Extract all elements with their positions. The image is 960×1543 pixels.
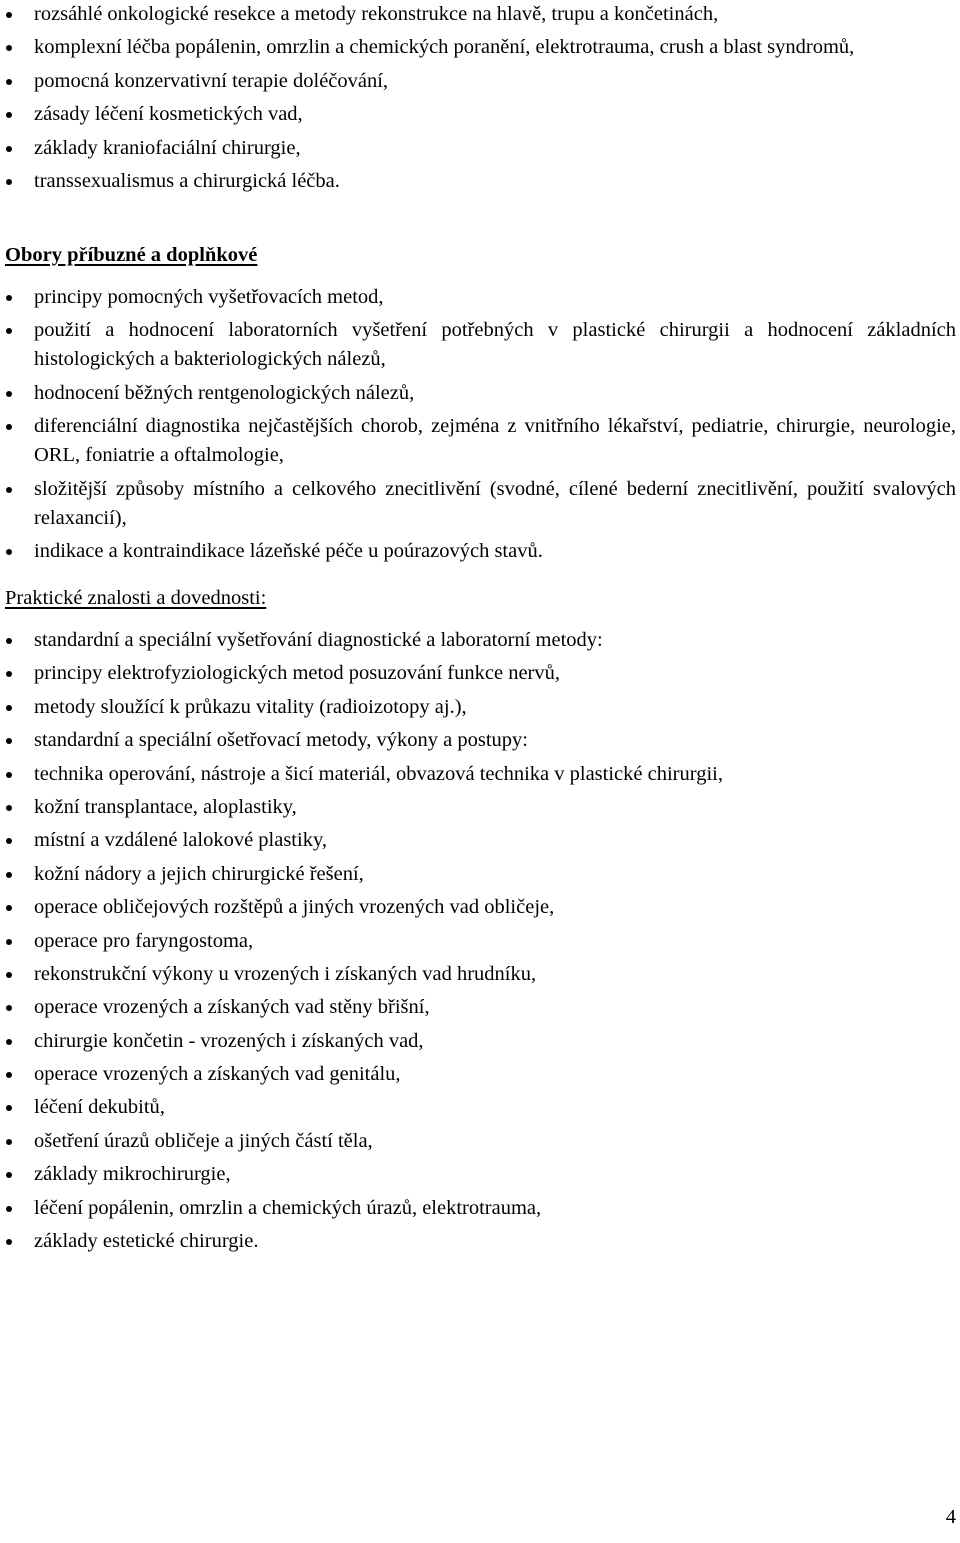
list-item xyxy=(0,1227,960,1256)
list-item-text: metody sloužící k průkazu vitality (radioizotopy aj.), xyxy=(34,695,467,718)
bullet-icon xyxy=(6,12,12,18)
bullet-icon xyxy=(6,1005,12,1011)
list-item xyxy=(0,67,960,96)
list-item-text: operace obličejových rozštěpů a jiných vrozených vad obličeje, xyxy=(34,896,555,919)
list-item-text: indikace a kontraindikace lázeňské péče u poúrazových stavů. xyxy=(34,539,543,562)
list-item xyxy=(0,379,960,408)
list-item-text: transsexualismus a chirurgická léčba. xyxy=(34,169,340,192)
list-item-text: operace vrozených a získaných vad genitálu, xyxy=(34,1063,401,1086)
list-item-text: chirurgie končetin - vrozených i získaných vad, xyxy=(34,1029,424,1052)
list-item xyxy=(0,659,960,688)
top-list-section xyxy=(0,0,960,200)
list-item-text: pomocná konzervativní terapie doléčování, xyxy=(34,69,389,92)
bullet-icon xyxy=(6,638,12,644)
section-heading-related-fields: Obory příbuzné a doplňkové xyxy=(5,244,258,266)
list-item xyxy=(0,760,960,789)
bullet-icon xyxy=(6,905,12,911)
list-item-text: standardní a speciální ošetřovací metody, výkony a postupy: xyxy=(34,729,528,752)
list-item xyxy=(0,283,960,312)
list-item-text: základy estetické chirurgie. xyxy=(34,1230,259,1253)
list-item-text: standardní a speciální vyšetřování diagnostické a laboratorní metody: xyxy=(34,629,603,651)
list-item-text: ošetření úrazů obličeje a jiných částí těla, xyxy=(34,1129,373,1152)
list-item-text: kožní transplantace, aloplastiky, xyxy=(34,795,297,818)
list-item-text: rozsáhlé onkologické resekce a metody rekonstrukce na hlavě, trupu a končetinách, xyxy=(34,3,719,25)
bullet-icon xyxy=(6,738,12,744)
list-item-text: základy mikrochirurgie, xyxy=(34,1163,231,1186)
list-item-text: principy pomocných vyšetřovacích metod, xyxy=(34,286,384,308)
bullet-icon xyxy=(6,328,12,334)
list-item-text: základy kraniofaciální chirurgie, xyxy=(34,136,301,159)
bullet-icon xyxy=(6,939,12,945)
list-item xyxy=(0,0,960,29)
list-item xyxy=(0,993,960,1022)
list-item xyxy=(0,412,960,470)
list-item xyxy=(0,893,960,922)
list-item-text: hodnocení běžných rentgenologických nálezů, xyxy=(34,381,415,404)
related-fields-list xyxy=(0,283,960,566)
list-item-text: principy elektrofyziologických metod posuzování funkce nervů, xyxy=(34,662,561,685)
bullet-icon xyxy=(6,45,12,51)
list-item xyxy=(0,726,960,755)
bullet-icon xyxy=(6,112,12,118)
list-item-text: použití a hodnocení laboratorních vyšetření potřebných v plastické chirurgii a hodnocení základních histologických a bakteriologických nálezů, xyxy=(34,319,956,371)
list-item-text: zásady léčení kosmetických vad, xyxy=(34,103,303,126)
bullet-icon xyxy=(6,79,12,85)
bullet-icon xyxy=(6,972,12,978)
bullet-icon xyxy=(6,295,12,301)
bullet-icon xyxy=(6,1239,12,1245)
list-item-text: kožní nádory a jejich chirurgické řešení, xyxy=(34,862,364,885)
list-item-text: diferenciální diagnostika nejčastějších chorob, zejména z vnitřního lékařství, pediatrie, chirurgie, neurologie, ORL, foniatrie a oftalmologie, xyxy=(34,415,956,467)
list-item-text: složitější způsoby místního a celkového znecitlivění (svodné, cílené bederní znecitlivění, použití svalových relaxancií), xyxy=(34,477,956,529)
list-item-text: rekonstrukční výkony u vrozených i získaných vad hrudníku, xyxy=(34,962,537,985)
bullet-icon xyxy=(6,1206,12,1212)
bullet-icon xyxy=(6,772,12,778)
bullet-icon xyxy=(6,146,12,152)
bullet-icon xyxy=(6,671,12,677)
list-item xyxy=(0,316,960,374)
list-item xyxy=(0,134,960,163)
bullet-icon xyxy=(6,487,12,493)
list-item xyxy=(0,100,960,129)
list-item xyxy=(0,33,960,62)
list-item-text: operace vrozených a získaných vad stěny břišní, xyxy=(34,996,430,1019)
top-bullet-list xyxy=(0,0,960,196)
bullet-icon xyxy=(6,1072,12,1078)
list-item xyxy=(0,793,960,822)
list-item xyxy=(0,1160,960,1189)
list-item xyxy=(0,1194,960,1223)
list-item-text: místní a vzdálené lalokové plastiky, xyxy=(34,829,327,852)
related-fields-section xyxy=(0,283,960,570)
list-item xyxy=(0,537,960,566)
bullet-icon xyxy=(6,838,12,844)
bullet-icon xyxy=(6,1139,12,1145)
bullet-icon xyxy=(6,1105,12,1111)
list-item-text: léčení dekubitů, xyxy=(34,1096,165,1119)
list-item-text: technika operování, nástroje a šicí materiál, obvazová technika v plastické chirurgii, xyxy=(34,762,723,785)
list-item xyxy=(0,960,960,989)
bullet-icon xyxy=(6,705,12,711)
bullet-icon xyxy=(6,1039,12,1045)
list-item-text: léčení popálenin, omrzlin a chemických úrazů, elektrotrauma, xyxy=(34,1196,542,1219)
list-item-text: komplexní léčba popálenin, omrzlin a chemických poranění, elektrotrauma, crush a blast syndromů, xyxy=(34,36,855,59)
list-item xyxy=(0,927,960,956)
list-item xyxy=(0,1093,960,1122)
list-item xyxy=(0,167,960,196)
list-item-text: operace pro faryngostoma, xyxy=(34,929,254,952)
practical-skills-list xyxy=(0,626,960,1256)
page-number: 4 xyxy=(945,1506,956,1528)
list-item xyxy=(0,475,960,533)
bullet-icon xyxy=(6,179,12,185)
bullet-icon xyxy=(6,549,12,555)
list-item xyxy=(0,1060,960,1089)
bullet-icon xyxy=(6,424,12,430)
list-item xyxy=(0,826,960,855)
section-heading-practical-skills: Praktické znalosti a dovednosti: xyxy=(5,587,267,609)
bullet-icon xyxy=(6,872,12,878)
list-item xyxy=(0,626,960,655)
bullet-icon xyxy=(6,391,12,397)
bullet-icon xyxy=(6,805,12,811)
list-item xyxy=(0,860,960,889)
list-item xyxy=(0,1127,960,1156)
list-item xyxy=(0,693,960,722)
bullet-icon xyxy=(6,1172,12,1178)
practical-skills-section xyxy=(0,626,960,1260)
list-item xyxy=(0,1027,960,1056)
